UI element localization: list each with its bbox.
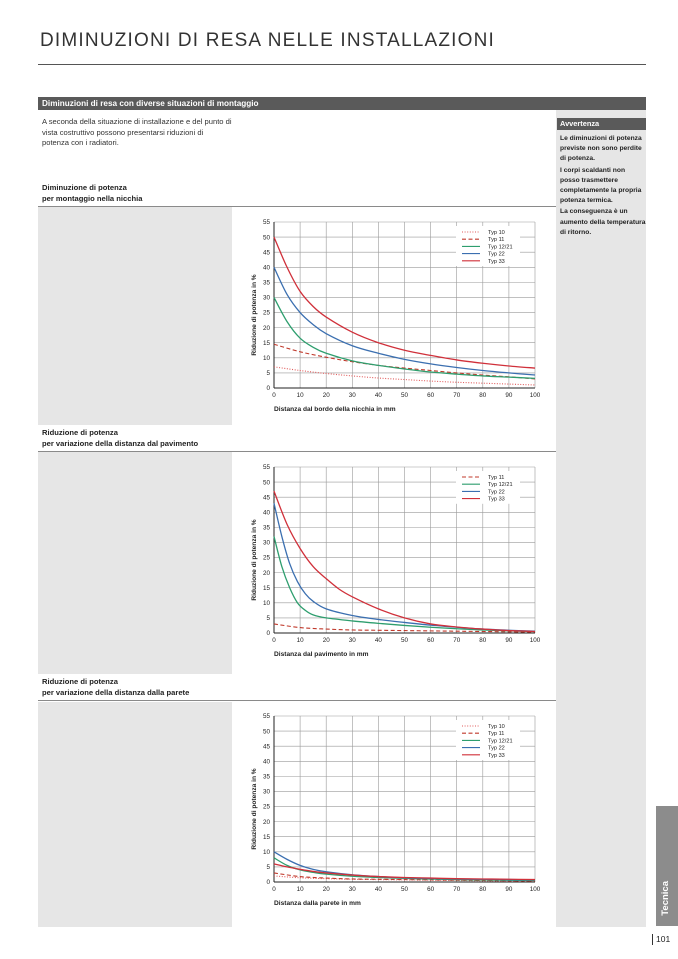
y-tick-label: 55: [262, 464, 270, 472]
x-tick-label: 90: [505, 392, 513, 399]
y-tick-label: 35: [262, 773, 270, 781]
y-tick-label: 0: [266, 879, 270, 887]
x-tick-label: 70: [453, 637, 461, 644]
x-tick-label: 40: [374, 886, 382, 893]
legend-label: Typ 12/21: [488, 738, 513, 745]
y-tick-label: 35: [262, 279, 270, 287]
x-tick-label: 0: [272, 637, 276, 644]
y-tick-label: 30: [262, 539, 270, 547]
legend-label: Typ 12/21: [488, 244, 513, 251]
legend-label: Typ 10: [488, 230, 505, 236]
legend-label: Typ 11: [488, 475, 505, 481]
x-tick-label: 70: [453, 886, 461, 893]
section-tab-label: Tecnica: [660, 881, 671, 916]
y-tick-label: 0: [266, 385, 270, 393]
x-tick-label: 100: [529, 392, 541, 399]
legend-label: Typ 33: [488, 752, 505, 759]
y-tick-label: 20: [262, 324, 270, 332]
legend-label: Typ 12/21: [488, 482, 513, 489]
legend-label: Typ 10: [488, 724, 505, 730]
x-tick-label: 80: [479, 886, 487, 893]
legend-label: Typ 11: [488, 237, 505, 244]
y-tick-label: 45: [262, 249, 270, 257]
y-tick-label: 20: [262, 569, 270, 577]
y-tick-label: 30: [262, 788, 270, 796]
y-tick-label: 50: [262, 479, 270, 487]
legend-label: Typ 22: [488, 489, 505, 496]
y-axis-label: Riduzione di potenza in %: [251, 274, 258, 356]
x-tick-label: 10: [296, 392, 304, 399]
x-tick-label: 100: [529, 637, 541, 644]
x-tick-label: 20: [322, 886, 330, 893]
y-tick-label: 30: [262, 294, 270, 302]
row-shade-1: [38, 207, 232, 425]
page-number: 101: [652, 934, 670, 945]
x-tick-label: 0: [272, 886, 276, 893]
y-axis-label: Riduzione di potenza in %: [251, 768, 258, 850]
y-tick-label: 45: [262, 494, 270, 502]
row-shade-2: [38, 452, 232, 674]
legend-label: Typ 22: [488, 251, 505, 258]
intro-text: A seconda della situazione di installazione e del punto di vista costruttivo possono presentarsi riduzioni di potenza con i radiatori.: [42, 117, 232, 147]
note-paragraph-1: Le diminuzioni di potenza previste non sono perdite di potenza.: [560, 135, 642, 163]
y-tick-label: 40: [262, 758, 270, 766]
x-tick-label: 10: [296, 886, 304, 893]
y-tick-label: 15: [262, 833, 270, 841]
x-tick-label: 90: [505, 637, 513, 644]
y-tick-label: 5: [266, 864, 270, 872]
chart-wall: [232, 706, 556, 918]
x-axis-label: Distanza dal pavimento in mm: [274, 651, 369, 658]
y-tick-label: 40: [262, 264, 270, 272]
section-tab[interactable]: [656, 806, 678, 926]
y-tick-label: 0: [266, 630, 270, 638]
x-axis-label: Distanza dal bordo della nicchia in mm: [274, 406, 396, 413]
y-tick-label: 15: [262, 584, 270, 592]
y-tick-label: 5: [266, 370, 270, 378]
row-shade-3: [38, 702, 232, 927]
x-tick-label: 100: [529, 886, 541, 893]
y-tick-label: 10: [262, 355, 270, 363]
page-title: DIMINUZIONI DI RESA NELLE INSTALLAZIONI: [40, 30, 496, 51]
section-1-line-1: Diminuzione di potenza: [42, 183, 127, 192]
y-axis-label: Riduzione di potenza in %: [251, 519, 258, 601]
y-tick-label: 40: [262, 509, 270, 517]
x-tick-label: 40: [374, 637, 382, 644]
y-tick-label: 25: [262, 803, 270, 811]
legend: [456, 226, 520, 266]
divider: [38, 206, 556, 207]
x-tick-label: 70: [453, 392, 461, 399]
chart-niche: [232, 212, 556, 424]
y-tick-label: 50: [262, 728, 270, 736]
x-tick-label: 10: [296, 637, 304, 644]
x-axis-label: Distanza dalla parete in mm: [274, 900, 361, 907]
x-tick-label: 20: [322, 637, 330, 644]
x-tick-label: 0: [272, 392, 276, 399]
y-tick-label: 5: [266, 615, 270, 623]
x-tick-label: 90: [505, 886, 513, 893]
y-tick-label: 50: [262, 234, 270, 242]
x-tick-label: 60: [427, 392, 435, 399]
y-tick-label: 25: [262, 554, 270, 562]
legend-label: Typ 11: [488, 731, 505, 738]
y-tick-label: 15: [262, 339, 270, 347]
x-tick-label: 30: [348, 392, 356, 399]
section-header: Diminuzioni di resa con diverse situazioni di montaggio: [38, 97, 646, 110]
x-tick-label: 30: [348, 886, 356, 893]
section-2-heading: [42, 428, 198, 449]
y-tick-label: 25: [262, 309, 270, 317]
legend-label: Typ 33: [488, 496, 505, 503]
x-tick-label: 50: [400, 886, 409, 893]
legend-label: Typ 22: [488, 745, 505, 752]
y-tick-label: 55: [262, 219, 270, 227]
x-tick-label: 60: [427, 637, 435, 644]
y-tick-label: 10: [262, 849, 270, 857]
y-tick-label: 10: [262, 600, 270, 608]
y-tick-label: 45: [262, 743, 270, 751]
x-tick-label: 20: [322, 392, 330, 399]
section-2-line-2: per variazione della distanza dal pavimento: [42, 438, 199, 448]
y-tick-label: 35: [262, 524, 270, 532]
section-2-line-1: Riduzione di potenza: [42, 428, 118, 437]
section-3-line-2: per variazione della distanza dalla parete: [42, 687, 190, 697]
section-1-line-2: per montaggio nella nicchia: [42, 193, 143, 203]
x-tick-label: 80: [479, 392, 487, 399]
section-3-heading: [42, 677, 189, 698]
y-tick-label: 55: [262, 713, 270, 721]
x-tick-label: 50: [400, 637, 409, 644]
x-tick-label: 80: [479, 637, 487, 644]
y-tick-label: 20: [262, 818, 270, 826]
legend: [456, 720, 520, 760]
divider: [38, 700, 556, 701]
note-title: Avvertenza: [557, 118, 646, 130]
note-paragraph-2: I corpi scaldanti non posso trasmettere completamente la propria potenza termica.: [560, 166, 642, 205]
x-tick-label: 40: [374, 392, 382, 399]
x-tick-label: 50: [400, 392, 409, 399]
legend-label: Typ 33: [488, 258, 505, 265]
section-1-heading: [42, 183, 142, 204]
legend: [456, 471, 520, 504]
x-tick-label: 60: [427, 886, 435, 893]
note-paragraph-3: La conseguenza è un aumento della temperatura di ritorno.: [560, 208, 646, 236]
note-body: [560, 134, 646, 239]
chart-floor: [232, 457, 556, 669]
section-3-line-1: Riduzione di potenza: [42, 677, 118, 686]
divider: [38, 451, 556, 452]
title-divider: [38, 64, 646, 65]
x-tick-label: 30: [348, 637, 356, 644]
